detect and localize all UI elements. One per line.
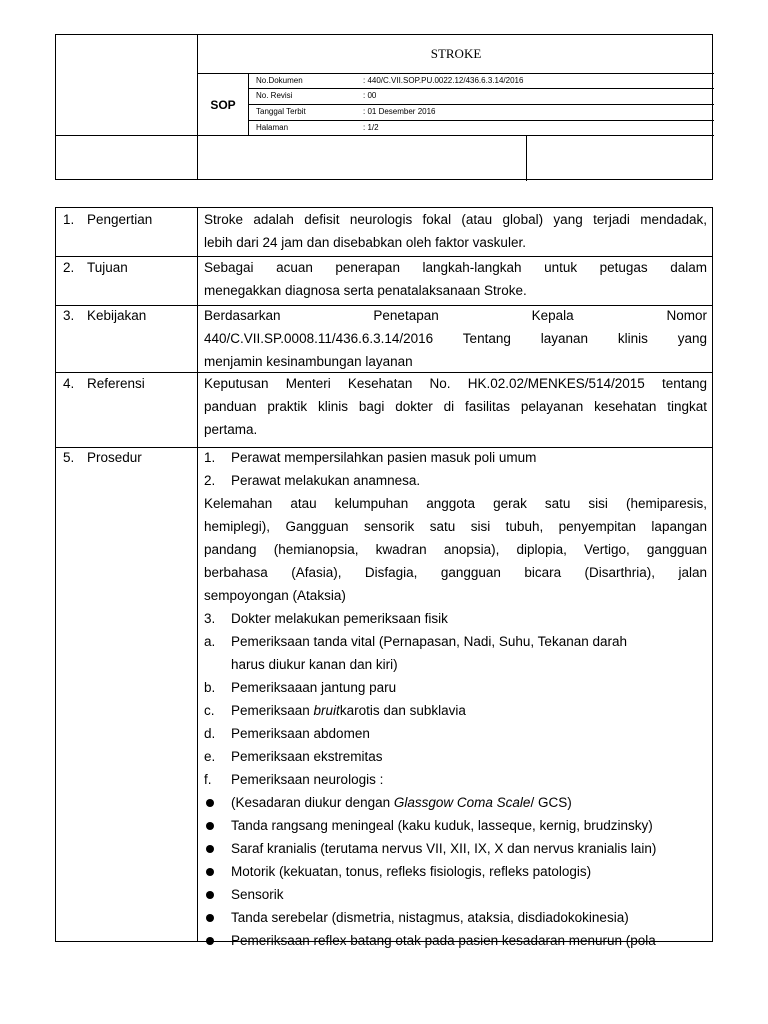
text-line: pandang (hemianopsia, kwadran anopsia), diplopia, Vertigo, gangguan (204, 542, 707, 557)
list-text: Pemeriksaan neurologis : (231, 772, 384, 787)
list-marker: f. (204, 772, 212, 787)
list-text: Pemeriksaaan jantung paru (231, 680, 397, 695)
section-text-pengertian (204, 208, 707, 254)
section-label-prosedur (63, 446, 142, 469)
list-marker: d. (204, 726, 216, 741)
divider (248, 120, 714, 121)
list-text (231, 791, 707, 814)
meta-value-tanggal-terbit: : 01 Desember 2016 (363, 107, 436, 116)
list-text: Pemeriksaan tanda vital (Pernapasan, Nadi, Suhu, Tekanan darah (231, 634, 628, 649)
section-text-kebijakan (204, 304, 707, 373)
section-label: Prosedur (87, 450, 142, 465)
text-line: panduan praktik klinis bagi dokter di fasilitas pelayanan kesehatan tingkat (204, 399, 707, 414)
text-line: sempoyongan (Ataksia) (204, 588, 346, 603)
list-marker: b. (204, 680, 216, 695)
italic-term: bruit (313, 703, 340, 718)
bullet-icon (206, 822, 214, 830)
text-line: hemiplegi), Gangguan sensorik satu sisi tubuh, penyempitan lapangan (204, 519, 707, 534)
list-item (204, 768, 707, 791)
document-title: STROKE (430, 46, 482, 61)
list-item (204, 676, 707, 699)
bullet-icon (206, 799, 214, 807)
list-text-continuation: harus diukur kanan dan kiri) (231, 657, 398, 672)
meta-key-no-dokumen: No.Dokumen (256, 76, 303, 85)
text-line: pertama. (204, 422, 258, 437)
section-text-tujuan (204, 256, 707, 302)
list-text (231, 699, 707, 722)
section-label-pengertian (63, 208, 152, 231)
list-text: Perawat mempersilahkan pasien masuk poli umum (231, 450, 537, 465)
text-run: Pemeriksaan (231, 703, 314, 718)
text-run: / GCS) (530, 795, 572, 810)
divider (56, 135, 714, 136)
bullet-icon (206, 937, 214, 945)
text-line: berbahasa (Afasia), Disfagia, gangguan bicara (Disarthria), jalan (204, 565, 707, 580)
text-line: lebih dari 24 jam dan disebabkan oleh faktor vaskuler. (204, 235, 526, 250)
section-text-prosedur (204, 446, 707, 952)
italic-term: Glassgow Coma Scale (393, 795, 531, 810)
text-line: 440/C.VII.SP.0008.11/436.6.3.14/2016 Tentang layanan klinis yang (204, 331, 707, 346)
section-number: 5. (63, 450, 75, 465)
list-marker: a. (204, 634, 216, 649)
section-label-kebijakan (63, 304, 146, 327)
list-item (204, 745, 707, 768)
list-text: Motorik (kekuatan, tonus, refleks fisiologis, refleks patologis) (231, 864, 592, 879)
bullet-item (204, 860, 707, 883)
section-text-referensi (204, 372, 707, 441)
divider (248, 104, 714, 105)
list-marker: 1. (204, 450, 216, 465)
text-run: (Kesadaran diukur dengan (231, 795, 394, 810)
bullet-item (204, 791, 707, 814)
text-line: menjamin kesinambungan layanan (204, 354, 413, 369)
list-text: Saraf kranialis (terutama nervus VII, XII, IX, X dan nervus kranialis lain) (231, 841, 657, 856)
meta-key-halaman: Halaman (256, 123, 289, 132)
bullet-icon (206, 845, 214, 853)
divider (248, 88, 714, 89)
section-number: 3. (63, 308, 75, 323)
section-label-tujuan (63, 256, 128, 279)
list-text: Pemeriksaan reflex batang otak pada pasien kesadaran menurun (pola (231, 933, 656, 948)
meta-key-no-revisi: No. Revisi (256, 91, 293, 100)
list-text: Pemeriksaan ekstremitas (231, 749, 383, 764)
section-label: Referensi (87, 376, 145, 391)
bullet-icon (206, 891, 214, 899)
list-text: Tanda rangsang meningeal (kaku kuduk, lasseque, kernig, brudzinsky) (231, 818, 653, 833)
section-number: 2. (63, 260, 75, 275)
text-line: Kelemahan atau kelumpuhan anggota gerak satu sisi (hemiparesis, (204, 496, 707, 511)
text-line: Stroke adalah defisit neurologis fokal (atau global) yang terjadi mendadak, (204, 212, 707, 227)
section-label: Tujuan (87, 260, 128, 275)
text-line: Keputusan Menteri Kesehatan No. HK.02.02/MENKES/514/2015 tentang (204, 376, 707, 391)
meta-value-no-dokumen: : 440/C.VII.SOP.PU.0022.12/436.6.3.14/2016 (363, 76, 524, 85)
meta-key-tanggal-terbit: Tanggal Terbit (256, 107, 306, 116)
text-run: karotis dan subklavia (339, 703, 466, 718)
list-item (204, 607, 707, 630)
bullet-item (204, 906, 707, 929)
list-item (204, 722, 707, 745)
bullet-icon (206, 868, 214, 876)
list-text: Perawat melakukan anamnesa. (231, 473, 421, 488)
list-text: Tanda serebelar (dismetria, nistagmus, ataksia, disdiadokokinesia) (231, 910, 629, 925)
bullet-item (204, 837, 707, 860)
bullet-icon (206, 914, 214, 922)
section-number: 4. (63, 376, 75, 391)
bullet-item (204, 883, 707, 906)
list-item (204, 469, 707, 492)
meta-value-halaman: : 1/2 (363, 123, 379, 132)
bullet-item (204, 814, 707, 837)
list-item (204, 699, 707, 722)
text-line: menegakkan diagnosa serta penatalaksanaan Stroke. (204, 283, 527, 298)
list-marker: e. (204, 749, 216, 764)
list-marker: 2. (204, 473, 216, 488)
list-item (204, 630, 707, 653)
list-marker: 3. (204, 611, 216, 626)
divider (197, 208, 198, 941)
text-line: Sebagai acuan penerapan langkah-langkah untuk petugas dalam (204, 260, 707, 275)
list-text: Dokter melakukan pemeriksaan fisik (231, 611, 448, 626)
sop-content-table (55, 207, 713, 948)
list-marker: c. (204, 703, 215, 718)
sop-label: SOP (210, 97, 236, 112)
bullet-item (204, 929, 707, 952)
section-label: Pengertian (87, 212, 153, 227)
list-item (204, 446, 707, 469)
divider (526, 135, 527, 181)
section-number: 1. (63, 212, 75, 227)
text-line: Berdasarkan Penetapan Kepala Nomor (204, 308, 707, 323)
meta-value-no-revisi: : 00 (363, 91, 377, 100)
list-text: Pemeriksaan abdomen (231, 726, 370, 741)
document-header (55, 34, 713, 180)
section-label-referensi (63, 372, 145, 395)
section-label: Kebijakan (87, 308, 147, 323)
list-text: Sensorik (231, 887, 284, 902)
